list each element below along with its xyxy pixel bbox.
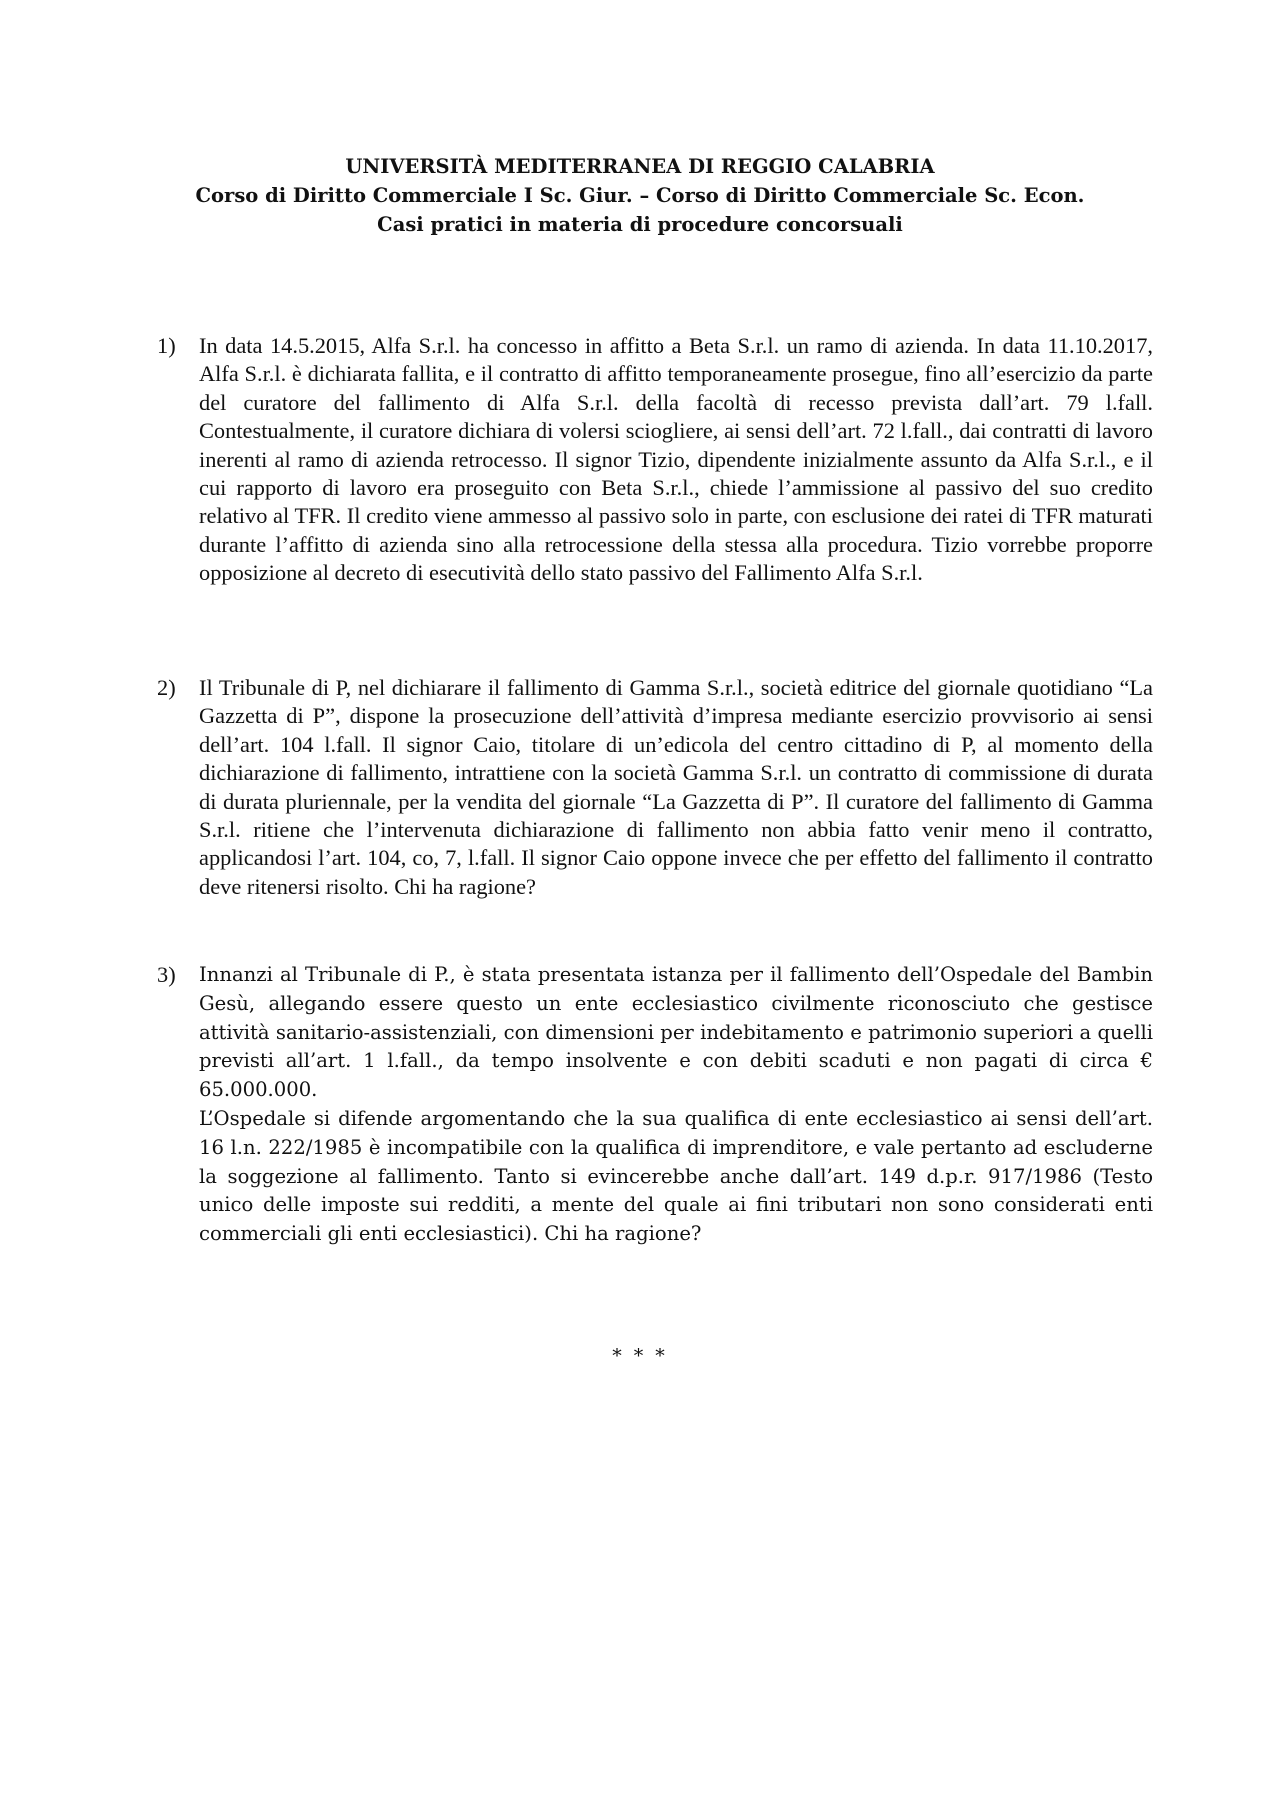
case-number: 1) [157,333,176,358]
case-2 [157,674,1153,901]
case-number: 2) [157,675,176,700]
case-number: 3) [157,962,176,987]
case-3 [157,961,1153,1249]
separator-asterisks: * * * [612,1345,668,1367]
case-1 [157,332,1153,588]
university-name: UNIVERSITÀ MEDITERRANEA DI REGGIO CALABRIA [345,155,935,178]
document-header [0,152,1280,239]
course-title: Corso di Diritto Commerciale I Sc. Giur. – Corso di Diritto Commerciale Sc. Econ. [195,184,1085,207]
case-text-paragraph-2: L’Ospedale si difende argomentando che la sua qualifica di ente ecclesiastico ai sensi dell’art. 16 l.n. 222/1985 è incompatibile con la qualifica di imprenditore, e vale pertanto ad escluderne la soggezione al fallimento. Tanto si evincerebbe anche dall’art. 149 d.p.r. 917/1986 (Testo unico delle imposte sui redditi, a mente del quale ai fini tributari non sono considerati enti commerciali gli enti ecclesiastici). Chi ha ragione? [199,1106,1153,1246]
document-subject: Casi pratici in materia di procedure concorsuali [377,213,903,236]
case-text: Il Tribunale di P, nel dichiarare il fallimento di Gamma S.r.l., società editrice del giornale quotidiano “La Gazzetta di P”, dispone la prosecuzione dell’attività d’impresa mediante esercizio provvisorio ai sensi dell’art. 104 l.fall. Il signor Caio, titolare di un’edicola del centro cittadino di P, al momento della dichiarazione di fallimento, intrattiene con la società Gamma S.r.l. un contratto di commissione di durata di durata pluriennale, per la vendita del giornale “La Gazzetta di P”. Il curatore del fallimento di Gamma S.r.l. ritiene che l’intervenuta dichiarazione di fallimento non abbia fatto venir meno il contratto, applicandosi l’art. 104, co, 7, l.fall. Il signor Caio oppone invece che per effetto del fallimento il contratto deve ritenersi risolto. Chi ha ragione? [199,675,1153,899]
case-text-paragraph-1: Innanzi al Tribunale di P., è stata presentata istanza per il fallimento dell’Ospedale del Bambin Gesù, allegando essere questo un ente ecclesiastico civilmente riconosciuto che gestisce attività sanitario-assistenziali, con dimensioni per indebitamento e patrimonio superiori a quelli previsti all’art. 1 l.fall., da tempo insolvente e con debiti scaduti e non pagati di circa € 65.000.000. [199,963,1153,1102]
case-text: In data 14.5.2015, Alfa S.r.l. ha concesso in affitto a Beta S.r.l. un ramo di azienda. In data 11.10.2017, Alfa S.r.l. è dichiarata fallita, e il contratto di affitto temporaneamente prosegue, fino all’esercizio da parte del curatore del fallimento di Alfa S.r.l. della facoltà di recesso prevista dall’art. 79 l.fall. Contestualmente, il curatore dichiara di volersi sciogliere, ai sensi dell’art. 72 l.fall., dai contratti di lavoro inerenti al ramo di azienda retrocesso. Il signor Tizio, dipendente inizialmente assunto da Alfa S.r.l., e il cui rapporto di lavoro era proseguito con Beta S.r.l., chiede l’ammissione al passivo del suo credito relativo al TFR. Il credito viene ammesso al passivo solo in parte, con esclusione dei ratei di TFR maturati durante l’affitto di azienda sino alla retrocessione della stessa alla procedura. Tizio vorrebbe proporre opposizione al decreto di esecutività dello stato passivo del Fallimento Alfa S.r.l. [199,333,1153,586]
